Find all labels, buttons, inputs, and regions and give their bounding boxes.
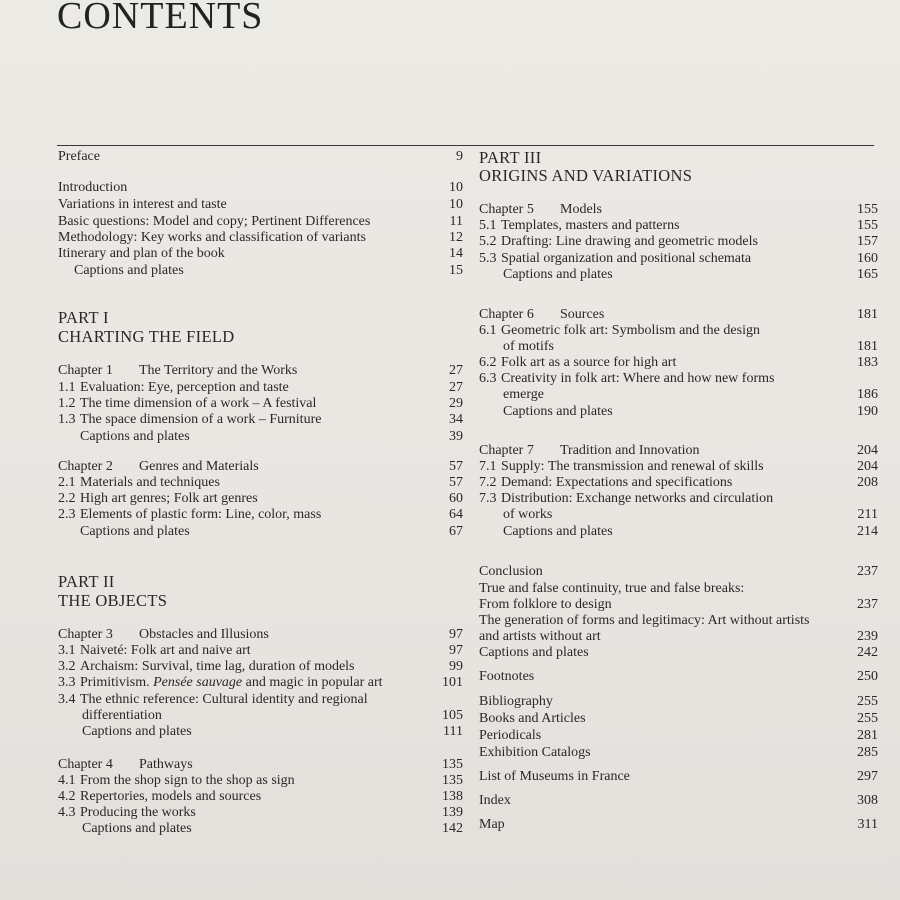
part-heading: PART III (479, 148, 542, 167)
divider-rule (57, 145, 874, 146)
part-title: ORIGINS AND VARIATIONS (479, 166, 693, 185)
part-heading: PART I (58, 308, 109, 327)
page-title: CONTENTS (57, 0, 264, 37)
part-heading: PART II (58, 572, 115, 591)
book-page: CONTENTS Preface 9 Introduction 10 Variations in interest and taste 10 Basic questions: Model and copy; Pertinent Differences 11 Methodology: Key works and classification of variants 12 Itinerary and plan of the book 14 Captions and plates 15 PART I CHARTING THE FIELD Chapter 1 The Territory and the Works 27 1.1 Evaluation: Eye, perception and taste 27 1.2 The time dimension of a work – A festival 29 1.3 The space dimension of a work – Furniture 34 Captions and plates 39 Chapter 2 Genres and Materials 57 2.1 Materials and techniques 57 2.2 High art genres; Folk art genres 60 2.3 Elements of plastic form: Line, color, mass 64 Captions and plates 67 PART II THE OBJECTS Chapter 3 Obstacles and Illusions 97 3.1 Naiveté: Folk art and naive art 97 3.2 Archaism: Survival, time lag, duration of models 99 3.3 Primitivism. Pensée sauvage and magic in popular art 101 3.4 The ethnic reference: Cultural identity and regional differentiation 105 Captions and plates 111 Chapter 4 Pathways 135 4.1 From the shop sign to the shop as sign 135 4.2 Repertories, models and sources 138 4.3 Producing the works 139 Captions and plates 142 PART III ORIGINS AND VARIATIONS Chapter 5 Models 155 5.1 Templates, masters and patterns 155 5.2 Drafting: Line drawing and geometric models 157 5.3 Spatial organization and positional schemata 160 Captions and plates 165 Chapter 6 Sources 181 6.1 Geometric folk art: Symbolism and the design of motifs 181 6.2 Folk art as a source for high art 183 6.3 Creativity in folk art: Where and how new forms emerge 186 Captions and plates 190 Chapter 7 Tradition and Innovation 204 7.1 Supply: The transmission and renewal of skills 204 7.2 Demand: Expectations and specifications 208 7.3 Distribution: Exchange networks and circulation of works 211 Captions and plates 214 Conclusion 237 True and false continuity, true and false breaks: From folklore to design 237 The generation of forms and legitimacy: Art without artists and artists without art 239 Captions and plates 242 Footnotes 250 Bibliography 255 Books and Articles 255 Periodicals 281 Exhibition Catalogs 285 List of Museums in France 297 Index 308 Map 311 (0, 0, 900, 900)
part-title: CHARTING THE FIELD (58, 327, 235, 346)
part-title: THE OBJECTS (58, 591, 168, 610)
